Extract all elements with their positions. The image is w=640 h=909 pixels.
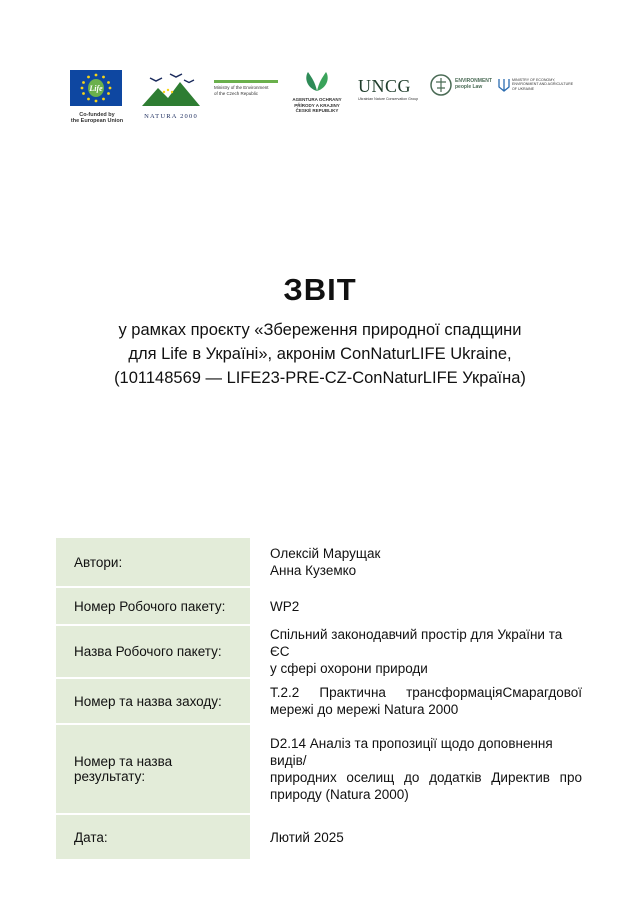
uncg-caption: Ukrainian Nature Conservation Group xyxy=(358,97,419,101)
result-line-2: природних оселищ до додатків Директив про xyxy=(270,770,582,785)
result-line-3: природу (Natura 2000) xyxy=(270,787,409,802)
eu-caption-1: Co-funded by xyxy=(79,112,115,118)
author-1: Олексій Марущак xyxy=(270,546,381,561)
result-label-line-2: результату: xyxy=(74,769,146,784)
task-value xyxy=(251,678,585,724)
author-2: Анна Куземко xyxy=(270,563,357,578)
ministry-cz-line-1: Ministry of the Environment xyxy=(214,85,269,90)
ministry-economy-ua-logo xyxy=(498,78,580,92)
ministry-ua-line-3: OF UKRAINE xyxy=(512,86,534,91)
eu-life-logo xyxy=(70,70,126,124)
ministry-ua-line-1: MINISTRY OF ECONOMY, xyxy=(512,78,556,82)
task-label: Номер та назва заходу: xyxy=(55,678,251,724)
result-label-line-1: Номер та назва xyxy=(74,754,173,769)
wp-number-row xyxy=(55,587,585,625)
ministry-ua-line-2: ENVIRONMENT AND AGRICULTURE xyxy=(512,82,574,87)
agentura-line-1: AGENTURA OCHRANY xyxy=(292,97,342,102)
task-row xyxy=(55,678,585,724)
eu-caption-2: the European Union xyxy=(70,118,124,124)
date-value: Лютий 2025 xyxy=(251,814,585,860)
subtitle-line-2: для Life в Україні», акронім ConNaturLIFE Ukraine, xyxy=(128,345,512,363)
wp-number-value: WP2 xyxy=(251,587,585,625)
result-value xyxy=(251,724,585,814)
result-line-1: D2.14 Аналіз та пропозиції щодо доповнення видів/ xyxy=(270,736,553,768)
ministry-cz-bar-icon xyxy=(214,80,278,83)
natura-birds-icon xyxy=(140,68,202,108)
task-line-1: Т.2.2 Практична трансформаціяСмарагдової xyxy=(270,685,582,700)
wp-name-line-1: Спільний законодавчий простір для України та ЄС xyxy=(270,627,563,659)
natura-caption: NATURA 2000 xyxy=(144,113,198,120)
wp-name-value xyxy=(251,625,585,678)
report-subtitle xyxy=(60,318,580,390)
authors-row xyxy=(55,537,585,587)
date-label: Дата: xyxy=(55,814,251,860)
epl-line-2: people Law xyxy=(455,84,483,90)
report-metadata-table xyxy=(54,536,586,861)
wp-number-label: Номер Робочого пакету: xyxy=(55,587,251,625)
authors-label: Автори: xyxy=(55,537,251,587)
ministry-cz-line-2: of the Czech Republic xyxy=(214,91,259,96)
uncg-wordmark: UNCG xyxy=(358,76,412,96)
authors-value xyxy=(251,537,585,587)
svg-text:Life: Life xyxy=(89,84,103,93)
eu-flag-icon xyxy=(70,70,122,106)
ministry-environment-cz-logo xyxy=(214,80,280,97)
agentura-leaf-icon xyxy=(302,70,332,92)
epl-line-1: ENVIRONMENT xyxy=(455,78,492,84)
result-row xyxy=(55,724,585,814)
natura-2000-logo xyxy=(140,68,202,120)
epl-emblem-icon xyxy=(430,74,452,96)
partner-logos xyxy=(70,66,580,126)
agentura-line-2: PŘÍRODY A KRAJINY xyxy=(294,102,340,108)
wp-name-label: Назва Робочого пакету: xyxy=(55,625,251,678)
ministry-ua-trident-icon xyxy=(498,78,510,92)
subtitle-line-3: (101148569 — LIFE23-PRE-CZ-ConNaturLIFE Україна) xyxy=(114,369,526,387)
subtitle-line-1: у рамках проєкту «Збереження природної спадщини xyxy=(118,321,522,339)
environment-people-law-logo xyxy=(430,74,500,96)
wp-name-line-2: у сфері охорони природи xyxy=(270,661,428,676)
uncg-logo xyxy=(358,76,418,101)
agentura-ochrany-logo xyxy=(286,70,348,114)
result-label xyxy=(55,724,251,814)
report-title: ЗВІТ xyxy=(283,272,357,307)
date-row xyxy=(55,814,585,860)
agentura-line-3: ČESKÉ REPUBLIKY xyxy=(295,108,339,113)
task-line-2: мережі до мережі Natura 2000 xyxy=(270,702,459,717)
wp-name-row xyxy=(55,625,585,678)
